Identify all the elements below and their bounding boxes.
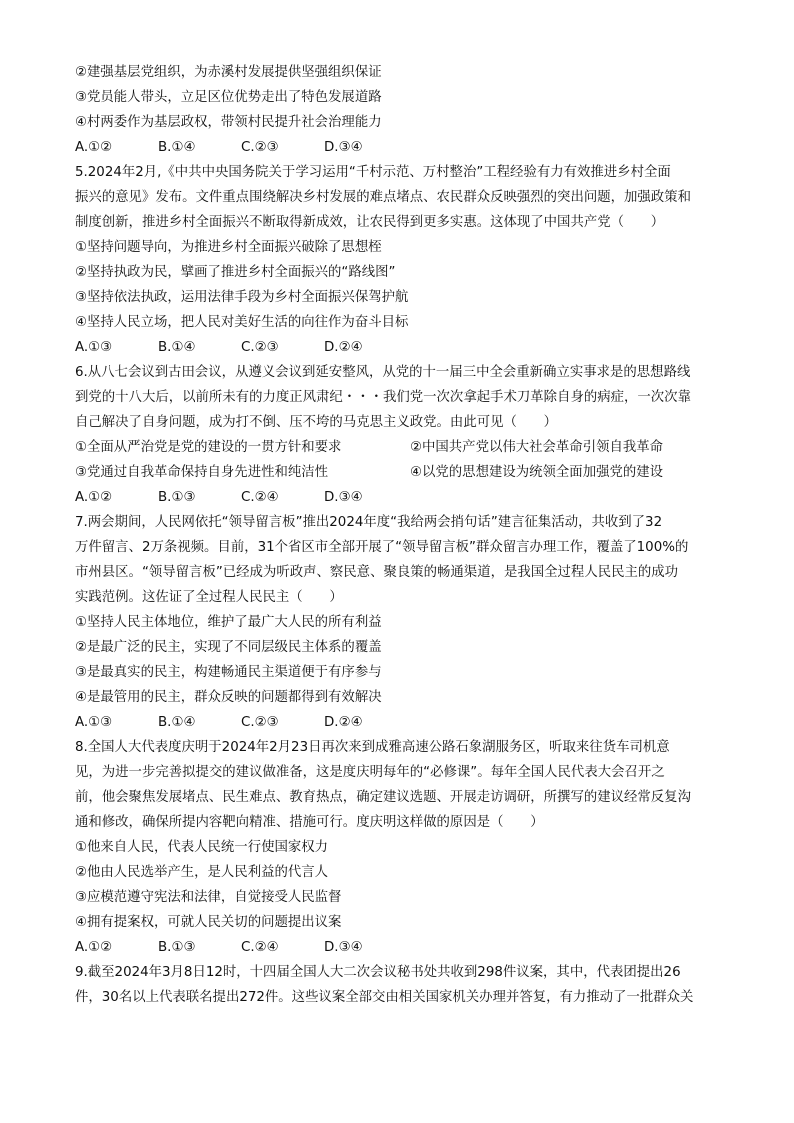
text-line: ①坚持人民主体地位，维护了最广大人民的所有利益 [75, 615, 382, 630]
question-stem: 9.截至2024年3月8日12时，十四届全国人大二次会议秘书处共收到298件议案，其中，代表团提出26 [75, 965, 681, 980]
text-line: ③是最真实的民主，构建畅通民主渠道便于有序参与 [75, 665, 382, 680]
answer-options [75, 939, 725, 957]
statement: ④以党的思想建设为统领全面加强党的建设 [410, 465, 664, 480]
text-line: 自己解决了自身问题，成为打不倒、压不垮的马克思主义政党。由此可见（ ） [75, 415, 558, 430]
answer-option: A.①② [75, 140, 113, 155]
answer-option: C.②④ [241, 490, 279, 505]
text-line: ②坚持执政为民，擘画了推进乡村全面振兴的“路线图” [75, 265, 396, 280]
statement: ②中国共产党以伟大社会革命引领自我革命 [410, 440, 664, 455]
answer-options [75, 139, 725, 157]
text-line: ①他来自人民，代表人民统一行使国家权力 [75, 840, 329, 855]
text-line: ④坚持人民立场，把人民对美好生活的向往作为奋斗目标 [75, 315, 409, 330]
answer-options [75, 714, 725, 732]
text-line: 到党的十八大后，以前所未有的力度正风肃纪・・・我们党一次次拿起手术刀革除自身的病症，一次次靠 [75, 390, 691, 405]
text-line: 振兴的意见》发布。文件重点围绕解决乡村发展的难点堵点、农民群众反映强烈的突出问题，加强政策和 [75, 190, 691, 205]
answer-option: A.①② [75, 490, 113, 505]
text-line: 前，他会聚焦发展堵点、民生难点、教育热点，确定建议选题、开展走访调研，所撰写的建议经常反复沟 [75, 790, 691, 805]
text-line: ②是最广泛的民主，实现了不同层级民主体系的覆盖 [75, 640, 382, 655]
text-line: 万件留言、2万条视频。目前，31个省区市全部开展了“领导留言板”群众留言办理工作，覆盖了100%的 [75, 540, 689, 555]
text-line: ④拥有提案权，可就人民关切的问题提出议案 [75, 915, 342, 930]
answer-options [75, 339, 725, 357]
answer-option: C.②③ [241, 715, 279, 730]
text-line: 见，为进一步完善拟提交的建议做准备，这是度庆明每年的“必修课”。每年全国人民代表大会召开之 [75, 765, 665, 780]
two-column-statements [75, 439, 725, 457]
text-line: ①坚持问题导向，为推进乡村全面振兴破除了思想桎 [75, 240, 382, 255]
answer-option: D.③④ [324, 490, 363, 505]
answer-option: D.③④ [324, 940, 363, 955]
text-line: ②他由人民选举产生，是人民利益的代言人 [75, 865, 329, 880]
answer-option: A.①③ [75, 340, 113, 355]
statement: ①全面从严治党是党的建设的一贯方针和要求 [75, 440, 342, 455]
text-line: ③应模范遵守宪法和法律，自觉接受人民监督 [75, 890, 342, 905]
answer-option: A.①③ [75, 715, 113, 730]
answer-option: A.①② [75, 940, 113, 955]
text-line: ②建强基层党组织，为赤溪村发展提供坚强组织保证 [75, 65, 382, 80]
answer-option: C.②③ [241, 340, 279, 355]
text-line: ④是最管用的民主，群众反映的问题都得到有效解决 [75, 690, 382, 705]
text-line: ④村两委作为基层政权，带领村民提升社会治理能力 [75, 115, 382, 130]
text-line: 市州县区。“领导留言板”已经成为听政声、察民意、聚良策的畅通渠道，是我国全过程人民民主的成功 [75, 565, 679, 580]
answer-option: B.①④ [158, 340, 196, 355]
answer-option: B.①③ [158, 940, 196, 955]
answer-option: B.①④ [158, 140, 196, 155]
text-line: 实践范例。这佐证了全过程人民民主（ ） [75, 590, 343, 605]
text-line: 件，30名以上代表联名提出272件。这些议案全部交由相关国家机关办理并答复，有力推动了一批群众关 [75, 990, 694, 1005]
answer-options [75, 489, 725, 507]
question-stem: 8.全国人大代表度庆明于2024年2月23日再次来到成雅高速公路石象湖服务区，听取来往货车司机意 [75, 740, 670, 755]
text-line: 制度创新，推进乡村全面振兴不断取得新成效，让农民得到更多实惠。这体现了中国共产党（ ） [75, 215, 665, 230]
answer-option: D.②④ [324, 715, 363, 730]
answer-option: C.②④ [241, 940, 279, 955]
text-line: 通和修改，确保所提内容靶向精准、措施可行。度庆明这样做的原因是（ ） [75, 815, 544, 830]
answer-option: C.②③ [241, 140, 279, 155]
answer-option: D.②④ [324, 340, 363, 355]
answer-option: B.①④ [158, 715, 196, 730]
question-stem: 7.两会期间，人民网依托“领导留言板”推出2024年度“我给两会捎句话”建言征集活动，共收到了32 [75, 515, 663, 530]
statement: ③党通过自我革命保持自身先进性和纯洁性 [75, 465, 329, 480]
question-stem: 6.从八七会议到古田会议，从遵义会议到延安整风，从党的十一届三中全会重新确立实事求是的思想路线 [75, 365, 691, 380]
answer-option: B.①③ [158, 490, 196, 505]
text-line: ③党员能人带头，立足区位优势走出了特色发展道路 [75, 90, 382, 105]
answer-option: D.③④ [324, 140, 363, 155]
text-line: ③坚持依法执政，运用法律手段为乡村全面振兴保驾护航 [75, 290, 409, 305]
question-stem: 5.2024年2月,《中共中央国务院关于学习运用“千村示范、万村整治”工程经验有力有效推进乡村全面 [75, 165, 671, 180]
two-column-statements [75, 464, 725, 482]
